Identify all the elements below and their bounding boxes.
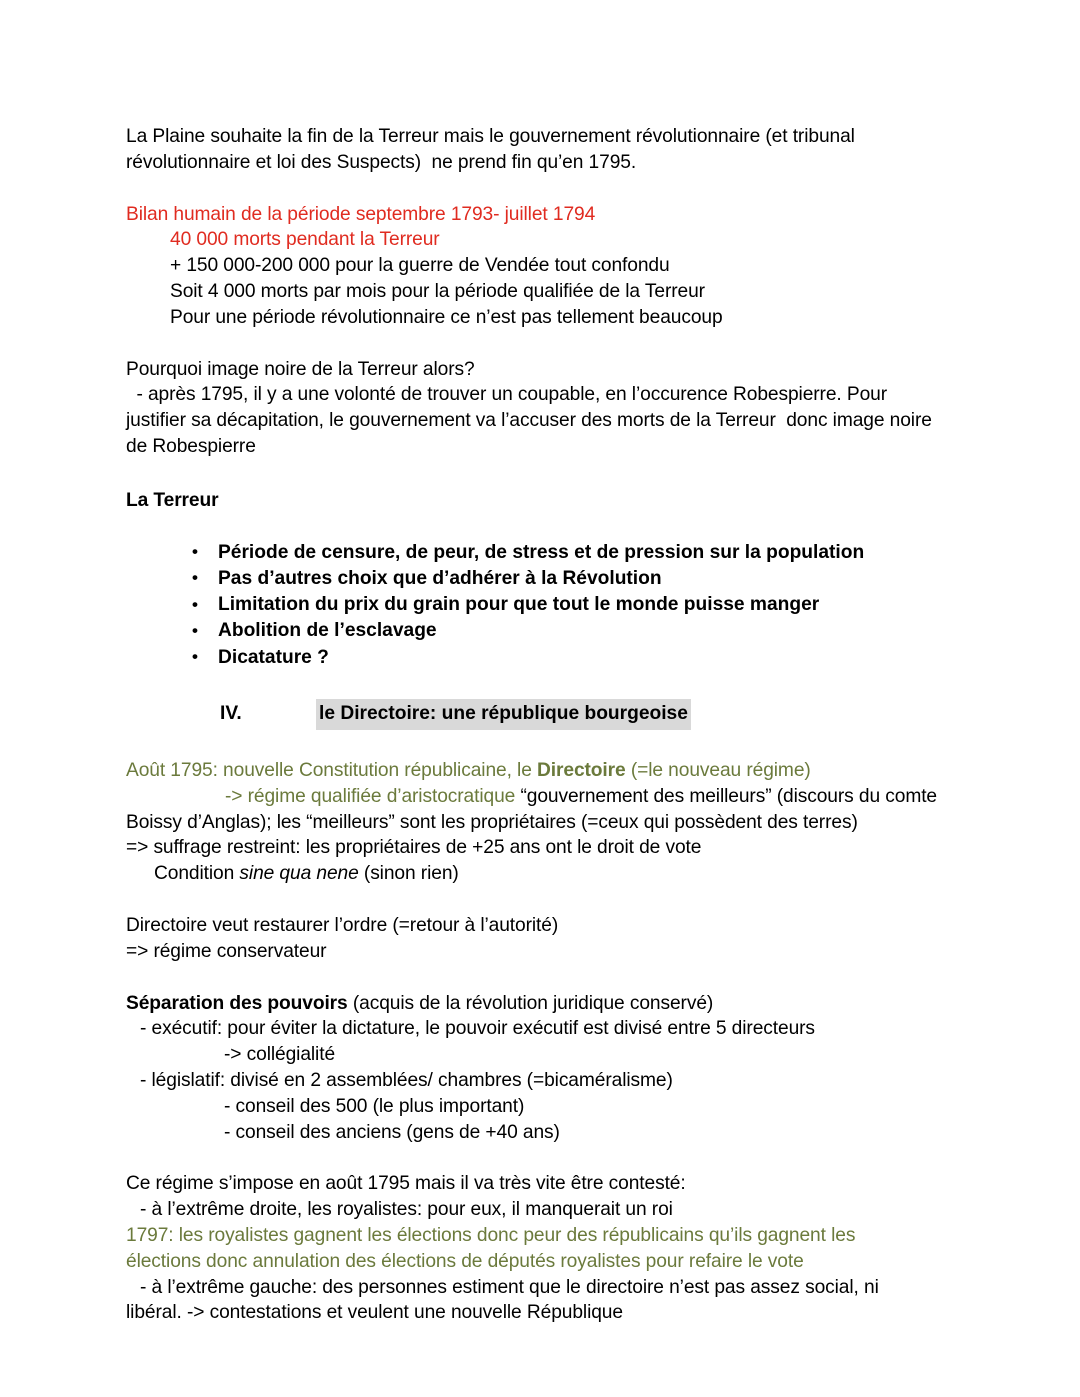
intro-paragraph	[126, 124, 956, 176]
bilan-item-3: Pour une période révolutionnaire ce n’est pas tellement beaucoup	[170, 306, 723, 328]
directoire-line-5	[126, 861, 956, 887]
spacer	[126, 1145, 956, 1171]
section-iv-title: le Directoire: une république bourgeoise	[316, 699, 691, 730]
contestation-1797-line-2: élections donc annulation des élections de députés royalistes pour refaire le vote	[126, 1250, 804, 1272]
separation-conseil-500: - conseil des 500 (le plus important)	[224, 1095, 525, 1117]
spacer	[126, 460, 956, 488]
directoire-line-3: Boissy d’Anglas); les “meilleurs” sont les propriétaires (=ceux qui possèdent des terres)	[126, 811, 858, 833]
la-terreur-bullet-list	[126, 540, 956, 671]
ordre-line-1: Directoire veut restaurer l’ordre (=retour à l’autorité)	[126, 915, 559, 937]
directoire-line-1	[126, 758, 956, 784]
condition-gloss: (sinon rien)	[358, 863, 459, 885]
section-iv-heading	[126, 699, 956, 730]
directoire-line-4: => suffrage restreint: les propriétaires de +25 ans ont le droit de vote	[126, 837, 702, 859]
directoire-line-2	[126, 784, 956, 810]
list-item: • Limitation du prix du grain pour que tout le monde puisse manger	[192, 592, 956, 618]
image-noire-answer-line-1: - après 1795, il y a une volonté de trouver un coupable, en l’occurence Robespierre. Pour	[126, 384, 888, 406]
directoire-line-1-b: (=le nouveau régime)	[625, 760, 811, 782]
list-item: • Période de censure, de peur, de stress et de pression sur la population	[192, 540, 956, 566]
spacer	[126, 514, 956, 540]
separation-heading-bold: Séparation des pouvoirs	[126, 992, 348, 1014]
image-noire-block	[126, 357, 956, 460]
directoire-block	[126, 758, 956, 887]
contestation-gauche-line-1: - à l’extrême gauche: des personnes estiment que le directoire n’est pas assez social, ni	[140, 1276, 879, 1298]
image-noire-answer-line-3: de Robespierre	[126, 435, 256, 457]
directoire-line-1-a: Août 1795: nouvelle Constitution républicaine, le	[126, 760, 538, 782]
intro-line-2: révolutionnaire et loi des Suspects) ne prend fin qu’en 1795.	[126, 151, 637, 173]
bilan-humain-block	[126, 202, 956, 331]
contestation-royalistes: - à l’extrême droite, les royalistes: pour eux, il manquerait un roi	[140, 1199, 673, 1221]
contestation-gauche-line-2: libéral. -> contestations et veulent une nouvelle République	[126, 1302, 623, 1324]
directoire-line-2-green: -> régime qualifiée d’aristocratique	[225, 785, 521, 807]
image-noire-answer-line-2: justifier sa décapitation, le gouvernement va l’accuser des morts de la Terreur donc image noire	[126, 410, 932, 432]
ordre-line-2: => régime conservateur	[126, 940, 327, 962]
la-terreur-heading: La Terreur	[126, 489, 219, 511]
separation-conseil-anciens: - conseil des anciens (gens de +40 ans)	[224, 1121, 560, 1143]
separation-heading	[126, 991, 956, 1017]
intro-line-1: La Plaine souhaite la fin de la Terreur mais le gouvernement révolutionnaire (et tribunal	[126, 126, 855, 147]
contestation-1797-line-1: 1797: les royalistes gagnent les élections donc peur des républicains qu’ils gagnent les	[126, 1225, 856, 1246]
separation-legislatif: - législatif: divisé en 2 assemblées/ chambres (=bicaméralisme)	[140, 1070, 673, 1092]
separation-collegialite: -> collégialité	[224, 1044, 336, 1066]
bilan-item-0: 40 000 morts pendant la Terreur	[170, 229, 440, 251]
bilan-heading: Bilan humain de la période septembre 1793- juillet 1794	[126, 203, 596, 225]
spacer	[126, 887, 956, 913]
list-item: • Pas d’autres choix que d’adhérer à la Révolution	[192, 566, 956, 592]
directoire-line-2-black: “gouvernement des meilleurs” (discours du comte	[520, 785, 938, 807]
spacer	[126, 176, 956, 202]
spacer	[126, 730, 956, 758]
image-noire-question: Pourquoi image noire de la Terreur alors?	[126, 358, 475, 380]
contestation-line-1: Ce régime s’impose en août 1795 mais il va très vite être contesté:	[126, 1173, 686, 1195]
condition-label: Condition	[154, 863, 240, 885]
bilan-item-2: Soit 4 000 morts par mois pour la période qualifiée de la Terreur	[170, 280, 705, 302]
bilan-item-1: + 150 000-200 000 pour la guerre de Vendée tout confondu	[170, 255, 670, 277]
separation-heading-rest: (acquis de la révolution juridique conservé)	[347, 992, 714, 1014]
contestation-block	[126, 1171, 956, 1326]
ordre-block	[126, 913, 956, 965]
spacer	[126, 671, 956, 699]
separation-executif: - exécutif: pour éviter la dictature, le pouvoir exécutif est divisé entre 5 directeurs	[140, 1018, 815, 1040]
spacer	[126, 965, 956, 991]
spacer	[126, 331, 956, 357]
separation-pouvoirs-block	[126, 991, 956, 1146]
section-iv-numeral: IV.	[220, 703, 242, 725]
document-body	[126, 124, 956, 1326]
list-item: • Abolition de l’esclavage	[192, 618, 956, 644]
condition-latin: sine qua nene	[239, 863, 359, 885]
directoire-keyword: Directoire	[537, 760, 626, 782]
list-item: • Dicatature ?	[192, 645, 956, 671]
